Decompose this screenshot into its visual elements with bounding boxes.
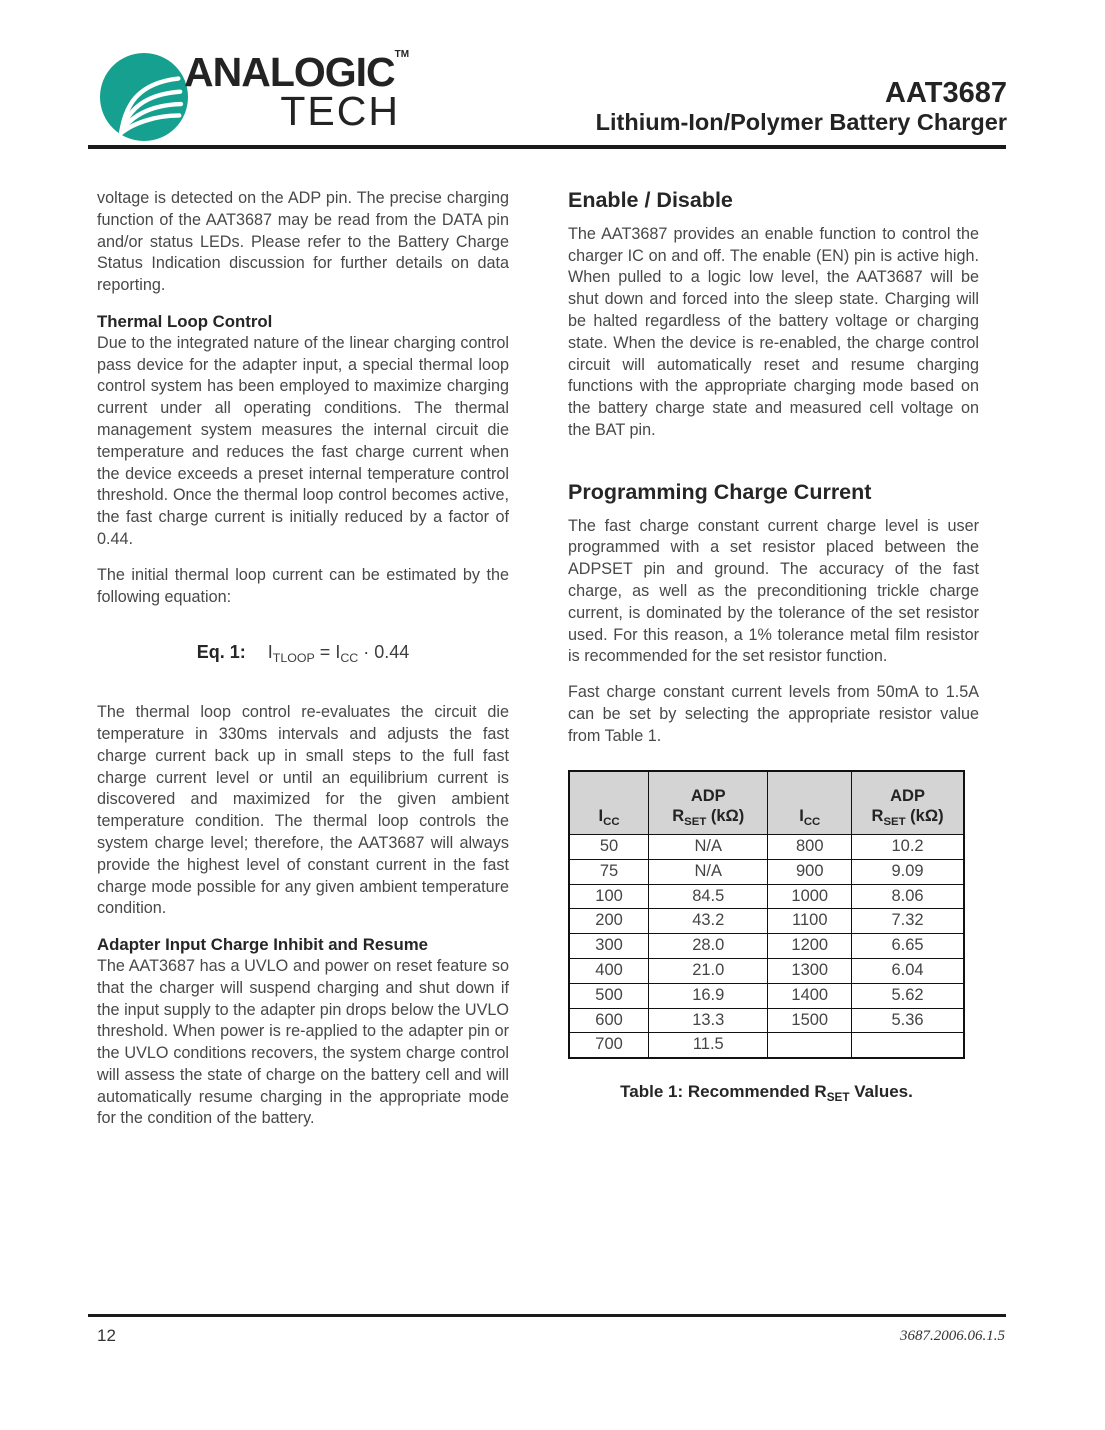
- table-row: [569, 859, 964, 884]
- table-cell: 9.09: [852, 859, 964, 884]
- part-number: AAT3687: [885, 77, 1007, 109]
- right-column: [568, 188, 979, 1105]
- heading-adapter-input: Adapter Input Charge Inhibit and Resume: [97, 935, 428, 955]
- table-row: [569, 835, 964, 860]
- caption-prefix: Table 1: Recommended R: [620, 1082, 827, 1102]
- adp-label: ADP: [890, 786, 925, 805]
- table-cell: 6.04: [852, 959, 964, 984]
- table-cell: 1100: [768, 909, 852, 934]
- paragraph-adapter-input: The AAT3687 has a UVLO and power on reset feature so that the charger will suspend charging and shut down if the input supply to the adapter pin drops below the UVLO threshold. When power is re-applied to the adapter pin or the UVLO conditions recovers, the system charge control will assess the state of charge on the battery cell and will automatically resume charging in the appropriate mode for the condition of the battery.: [97, 956, 509, 1128]
- table-cell: 900: [768, 859, 852, 884]
- table-cell: 50: [569, 835, 649, 860]
- document-revision-code: 3687.2006.06.1.5: [900, 1328, 1005, 1344]
- rset-values-table: [568, 770, 965, 1060]
- brand-name-text: ANALOGIC: [184, 49, 395, 95]
- rset-unit: (kΩ): [706, 807, 745, 826]
- table-cell: 800: [768, 835, 852, 860]
- caption-suffix: Values.: [849, 1082, 913, 1102]
- paragraph-enable-disable: The AAT3687 provides an enable function to control the charger IC on and off. The enable (EN) pin is active high. When pulled to a logic low level, the AAT3687 will be shut down and forced into the sleep state. Charging will be halted regardless of the battery voltage or charging state. When the device is re-enabled, the charge control circuit will automatically reset and resume charging functions with the appropriate charging mode based on the battery charge state and measured cell voltage on the BAT pin.: [568, 224, 979, 439]
- table-cell: [852, 1033, 964, 1058]
- table-cell: 100: [569, 884, 649, 909]
- icc-base: I: [598, 807, 604, 826]
- rset-base: R: [871, 807, 884, 826]
- icc-base: I: [799, 807, 804, 826]
- brand-name-tech: TECH: [280, 88, 400, 134]
- analogictech-logo-icon: [100, 53, 188, 141]
- document-header: [596, 78, 1007, 137]
- table-cell: 11.5: [649, 1033, 768, 1058]
- column-header-icc: [569, 771, 649, 835]
- page-number: 12: [97, 1326, 116, 1345]
- table-cell: 10.2: [852, 835, 964, 860]
- section-spacer: [568, 456, 979, 480]
- caption-sub: SET: [826, 1090, 850, 1104]
- column-header-adp-rset: [649, 771, 768, 835]
- table-cell: 8.06: [852, 884, 964, 909]
- table-cell: N/A: [649, 835, 768, 860]
- equation-equals: =: [314, 642, 336, 663]
- paragraph-equation-intro: The initial thermal loop current can be estimated by the following equation:: [97, 565, 509, 606]
- table-header-row: [569, 771, 964, 835]
- table-cell: 13.3: [649, 1008, 768, 1033]
- paragraph-fast-charge-levels: Fast charge constant current levels from 50mA to 1.5A can be set by selecting the appropriate resistor value from Table 1.: [568, 683, 979, 745]
- table-cell: 500: [569, 983, 649, 1008]
- table-cell: 7.32: [852, 909, 964, 934]
- paragraph-thermal-reevaluate: The thermal loop control re-evaluates the circuit die temperature in 330ms intervals and adjusts the fast charge current back up in small steps to the full fast charge current level or until an equilibrium current is discovered and maximized for the given ambient temperature condition. The thermal loop controls the system charge level; therefore, the AAT3687 will always provide the highest level of constant current in the fast charge mode possible for any given ambient temperature condition.: [97, 703, 509, 918]
- table-cell: 84.5: [649, 884, 768, 909]
- table-cell: [768, 1033, 852, 1058]
- rset-sub: SET: [883, 816, 906, 829]
- brand-wordmark: [184, 49, 410, 134]
- table-row: [569, 909, 964, 934]
- column-header-adp-rset: [852, 771, 964, 835]
- table-cell: 43.2: [649, 909, 768, 934]
- trademark-symbol: TM: [394, 49, 410, 60]
- equation-1: [97, 642, 509, 666]
- table-cell: 5.36: [852, 1008, 964, 1033]
- rset-base: R: [672, 807, 685, 826]
- table-cell: 75: [569, 859, 649, 884]
- table-cell: 21.0: [649, 959, 768, 984]
- left-column: [97, 188, 509, 1144]
- table-cell: 200: [569, 909, 649, 934]
- table-row: [569, 1008, 964, 1033]
- table-cell: 700: [569, 1033, 649, 1058]
- table-cell: 1400: [768, 983, 852, 1008]
- table-row: [569, 1033, 964, 1058]
- table-cell: 6.65: [852, 934, 964, 959]
- table-cell: 16.9: [649, 983, 768, 1008]
- header-divider: [88, 145, 1006, 149]
- table-row: [569, 983, 964, 1008]
- rset-sub: SET: [684, 816, 707, 829]
- equation-factor: · 0.44: [358, 642, 410, 663]
- table-row: [569, 884, 964, 909]
- icc-sub: CC: [603, 816, 620, 829]
- page-title: Lithium-Ion/Polymer Battery Charger: [595, 109, 1007, 136]
- paragraph-programming-charge: The fast charge constant current charge level is user programmed with a set resistor placed between the ADPSET pin and ground. The accuracy of the fast charge, as well as the preconditioning trickle charge current, is dominated by the tolerance of the set resistor used. For this reason, a 1% tolerance metal film resistor is recommended for the set resistor function.: [568, 516, 979, 666]
- table-cell: 28.0: [649, 934, 768, 959]
- table-cell: 1000: [768, 884, 852, 909]
- table-cell: N/A: [649, 859, 768, 884]
- table-caption: [568, 1081, 965, 1105]
- table-cell: 300: [569, 934, 649, 959]
- rset-table-wrapper: [568, 770, 979, 1105]
- paragraph-thermal-loop: Due to the integrated nature of the linear charging control pass device for the adapter input, a special thermal loop control system has been employed to maximize charging current under all operating conditions. The thermal management system measures the internal circuit die temperature and reduces the fast charge current when the device exceeds a preset internal temperature control threshold. Once the thermal loop control becomes active, the fast charge current is initially reduced by a factor of 0.44.: [97, 333, 509, 548]
- heading-enable-disable: Enable / Disable: [568, 188, 733, 212]
- table-row: [569, 959, 964, 984]
- rset-unit: (kΩ): [905, 807, 944, 826]
- column-header-icc: [768, 771, 852, 835]
- table-cell: 1500: [768, 1008, 852, 1033]
- icc-sub: CC: [803, 816, 821, 829]
- equation-rhs-sub: CC: [340, 651, 359, 666]
- heading-programming-charge-current: Programming Charge Current: [568, 479, 872, 504]
- heading-thermal-loop-control: Thermal Loop Control: [97, 311, 273, 331]
- adp-label: ADP: [690, 786, 726, 805]
- footer-divider: [88, 1314, 1006, 1317]
- table-cell: 1300: [768, 959, 852, 984]
- paragraph-status-indication: voltage is detected on the ADP pin. The precise charging function of the AAT3687 may be read from the DATA pin and/or status LEDs. Please refer to the Battery Charge Status Indication discussion for further details on data reporting.: [97, 189, 509, 295]
- equation-lhs-sub: TLOOP: [272, 651, 315, 666]
- table-row: [569, 934, 964, 959]
- table-cell: 5.62: [852, 983, 964, 1008]
- equation-lhs-base: I: [267, 642, 273, 663]
- table-cell: 600: [569, 1008, 649, 1033]
- table-cell: 1200: [768, 934, 852, 959]
- brand-name: [184, 49, 410, 95]
- equation-label: Eq. 1:: [196, 642, 246, 663]
- equation-rhs-base: I: [335, 642, 341, 663]
- table-cell: 400: [569, 959, 649, 984]
